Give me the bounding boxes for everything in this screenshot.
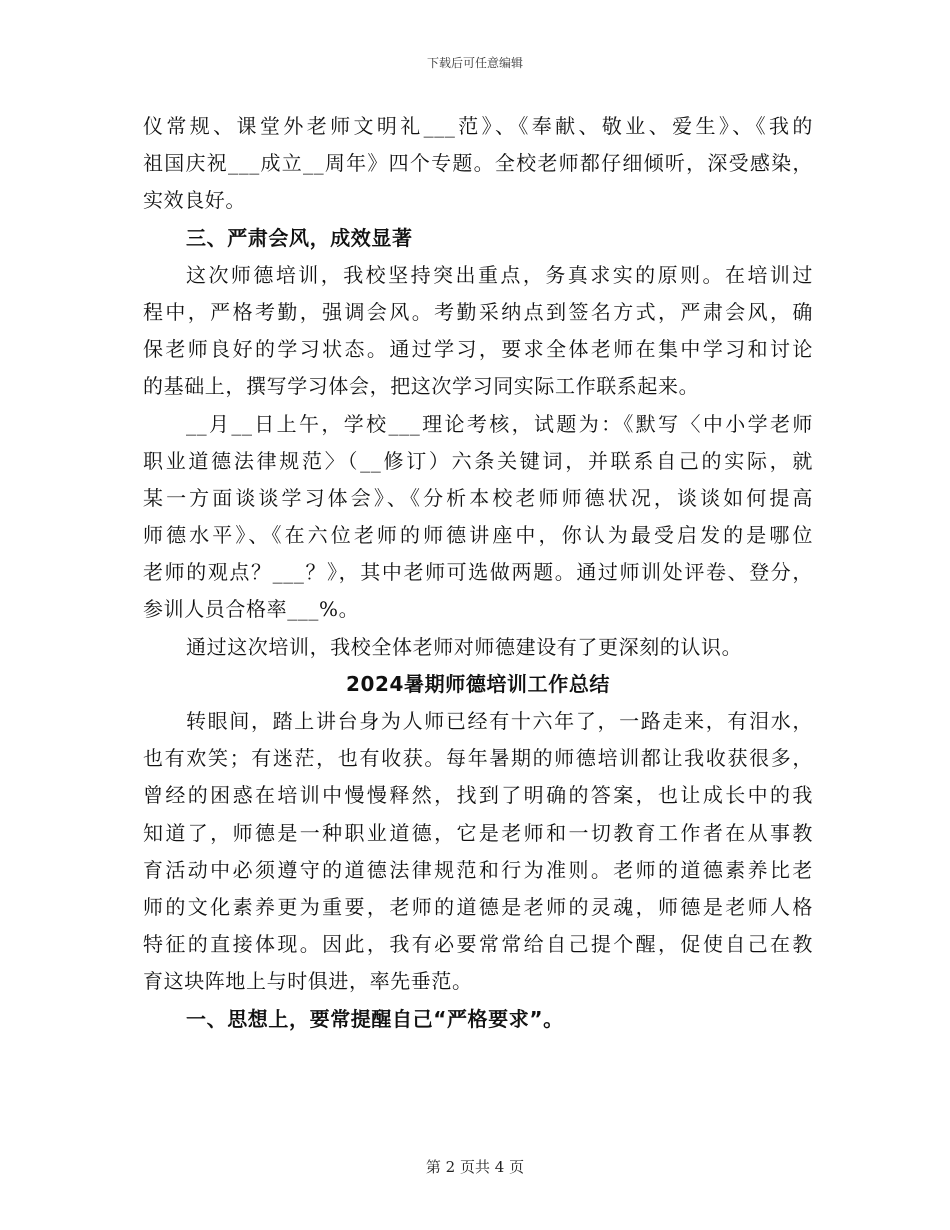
document-body (143, 108, 813, 1038)
paragraph-line: 师的文化素养更为重要，老师的道德是老师的灵魂，师德是老师人格 (143, 894, 813, 919)
paragraph-line: 通过这次培训，我校全体老师对师德建设有了更深刻的认识。 (186, 634, 743, 659)
paragraph-line: 仪常规、课堂外老师文明礼___范》、《奉献、敬业、爱生》、《我的 (143, 114, 813, 138)
page-header-note: 下载后可任意编辑 (426, 56, 523, 70)
paragraph-line: __月__日上午，学校___理论考核，试题为：《默写〈中小学老师 (186, 411, 813, 436)
paragraph-line: 程中，严格考勤，强调会风。考勤采纳点到签名方式，严肃会风，确 (143, 299, 813, 324)
paragraph-line: 知道了，师德是一种职业道德，它是老师和一切教育工作者在从事教 (143, 820, 813, 845)
page-number: 第 2 页共 4 页 (425, 1158, 525, 1176)
paragraph-line: 的基础上，撰写学习体会，把这次学习同实际工作联系起来。 (143, 374, 700, 399)
paragraph-line: 祖国庆祝___成立__周年》四个专题。全校老师都仔细倾听，深受感染， (143, 151, 813, 176)
paragraph-line: 也有欢笑；有迷茫，也有收获。每年暑期的师德培训都让我收获很多， (143, 746, 813, 771)
section-heading: 三、严肃会风，成效显著 (186, 225, 413, 250)
paragraph-line: 老师的观点？___？》，其中老师可选做两题。通过师训处评卷、登分， (143, 560, 813, 585)
paragraph-line: 特征的直接体现。因此，我有必要常常给自己提个醒，促使自己在教 (143, 932, 813, 957)
section-heading: 一、思想上，要常提醒自己“严格要求”。 (186, 1006, 564, 1031)
paragraph-line: 保老师良好的学习状态。通过学习，要求全体老师在集中学习和讨论 (143, 337, 813, 362)
paragraph-line: 职业道德法律规范〉（__修订）六条关键词，并联系自己的实际，就 (143, 448, 813, 473)
paragraph-line: 转眼间，踏上讲台身为人师已经有十六年了，一路走来，有泪水， (186, 709, 813, 733)
paragraph-line: 曾经的困惑在培训中慢慢释然，找到了明确的答案，也让成长中的我 (143, 783, 813, 808)
paragraph-line: 育这块阵地上与时俱进，率先垂范。 (143, 969, 473, 994)
paragraph-line: 这次师德培训，我校坚持突出重点，务真求实的原则。在培训过 (186, 262, 813, 287)
paragraph-line: 实效良好。 (143, 188, 246, 213)
document-title: 2024暑期师德培训工作总结 (345, 671, 611, 696)
paragraph-line: 师德水平》、《在六位老师的师德讲座中，你认为最受启发的是哪位 (143, 523, 813, 548)
paragraph-line: 参训人员合格率___%。 (143, 597, 360, 622)
paragraph-line: 育活动中必须遵守的道德法律规范和行为准则。老师的道德素养比老 (143, 857, 813, 882)
paragraph-line: 某一方面谈谈学习体会》、《分析本校老师师德状况，谈谈如何提高 (143, 485, 813, 510)
